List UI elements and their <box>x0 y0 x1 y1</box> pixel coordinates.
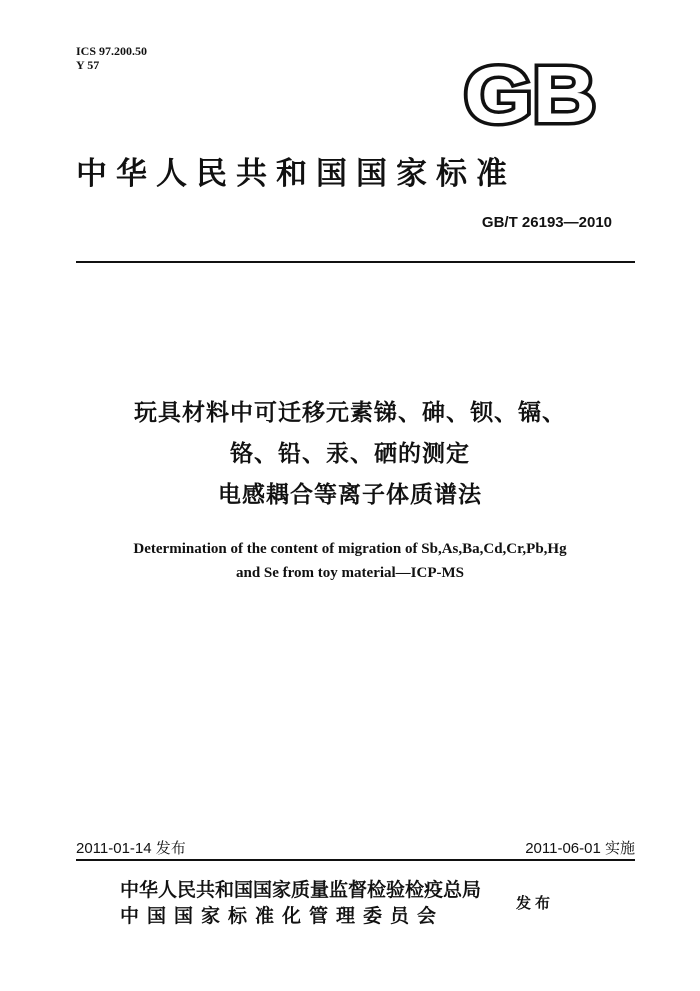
ics-code: ICS 97.200.50 <box>76 44 148 58</box>
issuing-organizations <box>120 877 481 929</box>
classification-codes <box>76 44 147 72</box>
national-standard-title: 中华人民共和国国家标准 <box>76 156 516 192</box>
header-divider <box>76 261 635 263</box>
issuer-aqsiq: 中华人民共和国国家质量监督检验检疫总局 <box>120 879 482 901</box>
gb-logo <box>462 58 598 130</box>
ccs-code: Y 57 <box>76 58 100 72</box>
standard-number: GB/T 26193—2010 <box>481 214 612 231</box>
gb-logo-text: GB <box>464 58 596 130</box>
implementation-date: 2011-06-01 实施 <box>525 840 635 857</box>
title-line-2: 铬、铅、汞、硒的测定 <box>230 441 470 467</box>
title-line-1: 玩具材料中可迁移元素锑、砷、钡、镉、 <box>134 400 566 426</box>
dates-bar <box>76 837 635 861</box>
publish-label: 发布 <box>516 894 555 912</box>
english-title-line-2: and Se from toy material—ICP-MS <box>235 565 465 581</box>
english-title-line-1: Determination of the content of migration of Sb,As,Ba,Cd,Cr,Pb,Hg <box>133 541 567 557</box>
title-line-3: 电感耦合等离子体质谱法 <box>218 482 482 508</box>
issue-date: 2011-01-14 发布 <box>76 840 186 857</box>
issuer-sac: 中国国家标准化管理委员会 <box>120 905 445 927</box>
